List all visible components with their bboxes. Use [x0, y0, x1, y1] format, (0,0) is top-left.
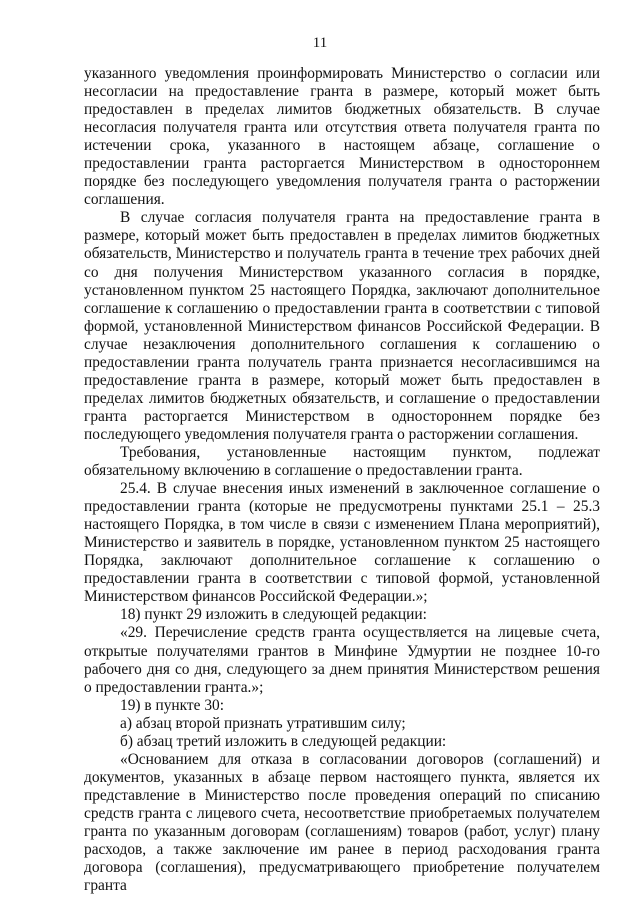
page-number: 11	[312, 35, 328, 51]
paragraph-item-25-4: 25.4. В случае внесения иных изменений в заключенное соглашение о предоставлении гранта (которые не предусмотрены пунктами 25.1 – 25.3 настоящего Порядка, в том числе в связи с изменением Плана мероприятий), Министерство и заявитель в порядке, установленном пунктом 25 настоящего Порядка, заключают дополнительное соглашение к соглашению о предоставлении гранта в соответствии с типовой формой, установленной Министерством финансов Российской Федерации.»;	[84, 480, 600, 606]
paragraph-item-18: 18) пункт 29 изложить в следующей редакции:	[120, 606, 427, 624]
paragraph-quote-29: «29. Перечисление средств гранта осуществляется на лицевые счета, открытые получателями грантов в Минфине Удмуртии не позднее 10-го рабочего дня со дня, следующего за днем принятия Министерством решения о предоставлении гранта.»;	[84, 624, 600, 696]
paragraph-subitem-a: а) абзац второй признать утратившим силу;	[120, 714, 406, 732]
paragraph-consent-case: В случае согласия получателя гранта на предоставление гранта в размере, который может быть предоставлен в пределах лимитов бюджетных обязательств, Министерство и получатель гранта в течение трех рабочих дней со дня получения Министерством указанного согласия в порядке, установленном пунктом 25 настоящего Порядка, заключают дополнительное соглашение к соглашению о предоставлении гранта в соответствии с типовой формой, установленной Министерством финансов Российской Федерации. В случае незаключения дополнительного соглашения к соглашению о предоставлении гранта получатель гранта признается несогласившимся на предоставление гранта в размере, который может быть предоставлен в пределах лимитов бюджетных обязательств, и соглашение о предоставлении гранта расторгается Министерством в одностороннем порядке без последующего уведомления получателя гранта о расторжении соглашения.	[84, 209, 600, 443]
paragraph-requirements: Требования, установленные настоящим пунктом, подлежат обязательному включению в соглашение о предоставлении гранта.	[84, 443, 600, 480]
paragraph-refusal-basis: «Основанием для отказа в согласовании договоров (соглашений) и документов, указанных в абзаце первом настоящего пункта, является их представление в Министерство после проведения операций по списанию средств гранта с лицевого счета, несоответствие приобретаемых получателем гранта по указанным договорам (соглашениям) товаров (работ, услуг) плану расходов, а также заключение им ранее в период расходования гранта договора (соглашения), предусматривающего приобретение получателем гранта	[84, 750, 600, 895]
paragraph-notification-consent: указанного уведомления проинформировать Министерство о согласии или несогласии на предоставление гранта в размере, который может быть предоставлен в пределах лимитов бюджетных обязательств. В случае несогласия получателя гранта или отсутствия ответа получателя гранта по истечении срока, указанного в настоящем абзаце, соглашение о предоставлении гранта расторгается Министерством в одностороннем порядке без последующего уведомления получателя гранта о расторжении соглашения.	[84, 65, 600, 209]
paragraph-item-19: 19) в пункте 30:	[120, 696, 224, 714]
document-body	[84, 65, 600, 895]
paragraph-subitem-b: б) абзац третий изложить в следующей редакции:	[120, 732, 447, 750]
